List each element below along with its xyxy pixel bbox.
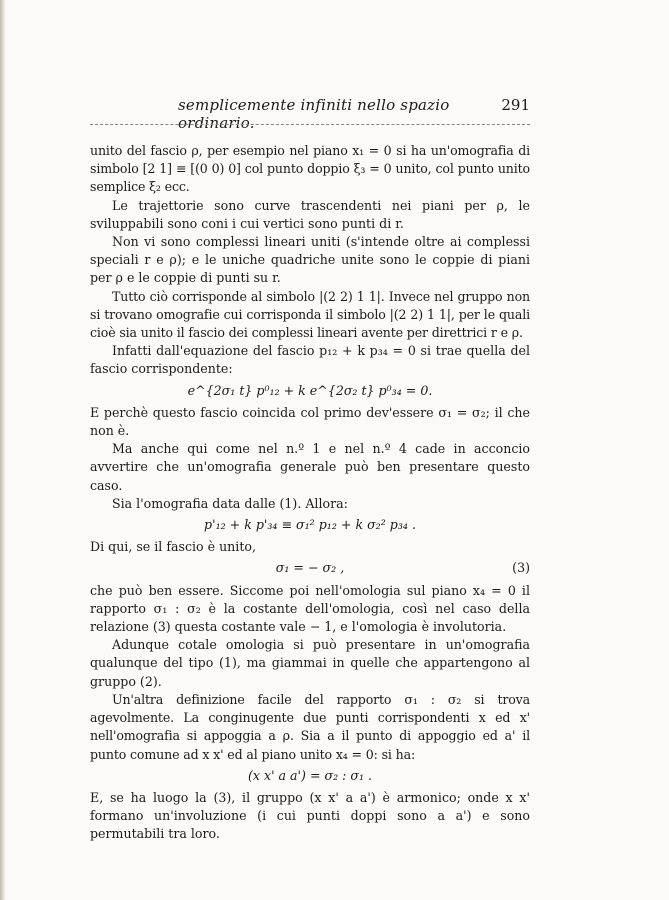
paragraph-10: che può ben essere. Siccome poi nell'omologia sul piano x₄ = 0 il rapporto σ₁ : σ₂ è la costante dell'omologia, così nel caso della relazione (3) questa costante vale − 1, e l'omologia è involutoria. bbox=[90, 582, 530, 635]
paragraph-12: Un'altra definizione facile del rapporto σ₁ : σ₂ si trova agevolmente. La conginugente due punti corrispondenti x ed x' nell'omografia si appoggia a ρ. Sia a il punto di appoggio ed a' il punto comune ad x x' ed al piano unito x₄ = 0: si ha: bbox=[90, 691, 530, 762]
paragraph-8: Sia l'omografia data dalle (1). Allora: bbox=[112, 495, 348, 511]
header-rule bbox=[90, 124, 530, 125]
paragraph-1: unito del fascio ρ, per esempio nel piano x₁ = 0 si ha un'omografia di simbolo [2 1] ≡ [(0 0) 0] col punto doppio ξ₃ = 0 unito, col punto unito semplice ξ₂ ecc. bbox=[90, 143, 530, 195]
paragraph-2: Le trajettorie sono curve trascendenti nei piani per ρ, le sviluppabili sono coni i cui vertici sono punti di r. bbox=[90, 197, 530, 231]
equation-3-label: (3) bbox=[512, 560, 530, 576]
paragraph-13: E, se ha luogo la (3), il gruppo (x x' a a') è armonico; onde x x' formano un'involuzione (i cui punti doppi sono a a') e sono permutabili tra loro. bbox=[90, 789, 530, 842]
paragraph-4: Tutto ciò corrisponde al simbolo |(2 2) 1 1|. Invece nel gruppo non si trovano omografie cui corrisponda il simbolo |(2 2) 1 1|, per le quali cioè sia unito il fascio dei complessi lineari avente per direttrici r e ρ. bbox=[90, 288, 530, 341]
paragraph-9: Di qui, se il fascio è unito, bbox=[90, 539, 256, 555]
equation-rapporto: (x x' a a') = σ₂ : σ₁ . bbox=[247, 767, 373, 783]
running-header bbox=[90, 96, 530, 132]
paragraph-7: Ma anche qui come nel n.º 1 e nel n.º 4 cade in acconcio avvertire che un'omografia generale può ben presentare questo caso. bbox=[90, 441, 530, 493]
equation-omografia: p'₁₂ + k p'₃₄ ≡ σ₁² p₁₂ + k σ₂² p₃₄ . bbox=[204, 517, 416, 533]
equation-3-body: σ₁ = − σ₂ , bbox=[275, 560, 345, 576]
paragraph-5: Infatti dall'equazione del fascio p₁₂ + k p₃₄ = 0 si trae quella del fascio corrispondente: bbox=[90, 343, 530, 377]
page-body bbox=[90, 142, 530, 844]
paragraph-3: Non vi sono complessi lineari uniti (s'intende oltre ai complessi speciali r e ρ); e le uniche quadriche unite sono le coppie di piani per ρ e le coppie di punti su r. bbox=[90, 234, 530, 286]
page-number: 291 bbox=[501, 96, 530, 114]
paragraph-6: E perchè questo fascio coincida col primo dev'essere σ₁ = σ₂; il che non è. bbox=[90, 404, 530, 439]
equation-fascio: e^{2σ₁ t} p⁰₁₂ + k e^{2σ₂ t} p⁰₃₄ = 0. bbox=[187, 382, 433, 398]
header-title: semplicemente infiniti nello spazio ordinario. bbox=[178, 96, 450, 132]
paragraph-11: Adunque cotale omologia si può presentare in un'omografia qualunque del tipo (1), ma giammai in quelle che appartengono al gruppo (2). bbox=[90, 637, 530, 689]
equation-3 bbox=[90, 559, 530, 577]
page-edge-shadow bbox=[0, 0, 6, 900]
